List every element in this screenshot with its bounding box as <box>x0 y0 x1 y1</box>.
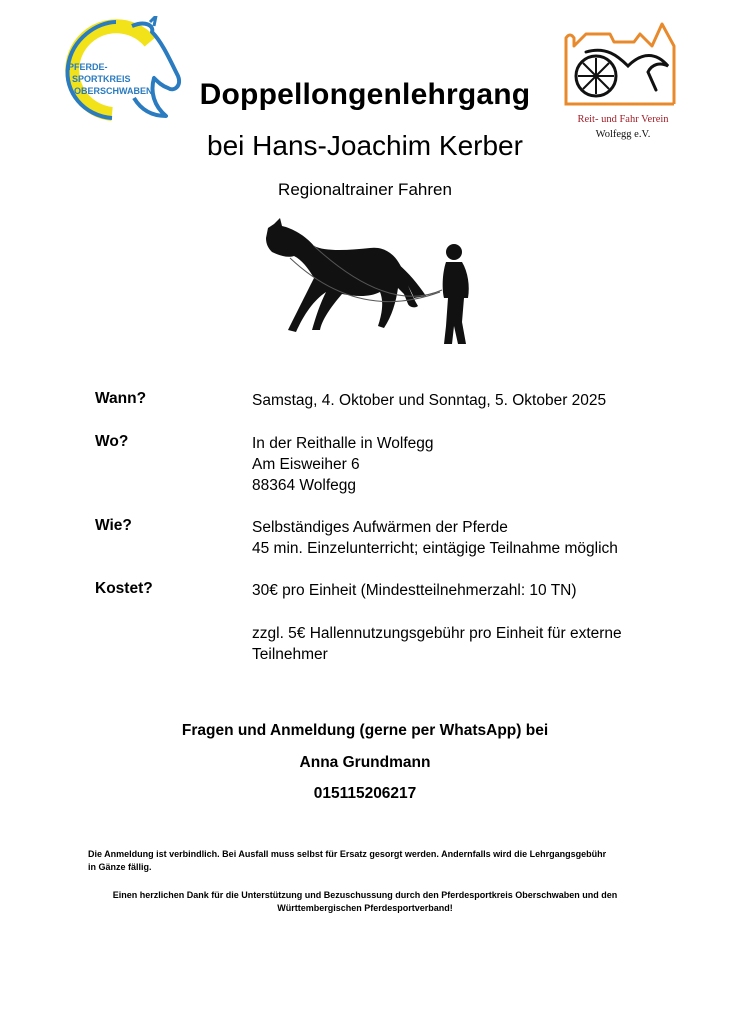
horse-longe-silhouette <box>258 216 478 350</box>
logo-right-line-1: Reit- und Fahr Verein <box>577 114 669 125</box>
value-wo <box>252 433 652 496</box>
registration-note-line-2: in Gänze fällig. <box>88 862 152 872</box>
logo-left-line-2: SPORTKREIS <box>72 74 131 84</box>
logo-left-line-3: OBERSCHWABEN <box>74 86 153 96</box>
label-wann: Wann? <box>95 390 147 407</box>
contact-phone: 015115206217 <box>313 785 417 802</box>
value-wann <box>252 390 652 411</box>
logo-left-line-1: PFERDE- <box>68 62 108 72</box>
value-wann-line: Samstag, 4. Oktober und Sonntag, 5. Oktober 2025 <box>252 392 607 409</box>
label-kostet: Kostet? <box>95 580 153 597</box>
value-kostet-line: 30€ pro Einheit (Mindestteilnehmerzahl: 10 TN) <box>252 582 577 599</box>
logo-right-line-2: Wolfegg e.V. <box>595 129 651 140</box>
thanks-note-line-2: Württembergischen Pferdesportverband! <box>277 903 453 913</box>
value-wo-line-1: In der Reithalle in Wolfegg <box>252 435 434 452</box>
label-wie: Wie? <box>95 517 132 534</box>
contact-heading: Fragen und Anmeldung (gerne per WhatsApp) bei <box>181 722 549 739</box>
value-wie <box>252 517 652 559</box>
thanks-note <box>60 889 670 915</box>
thanks-note-line-1: Einen herzlichen Dank für die Unterstützung und Bezuschussung durch den Pferdesportkreis Oberschwaben und den <box>112 890 618 900</box>
label-wo: Wo? <box>95 433 129 450</box>
value-extra-fee-line-1: zzgl. 5€ Hallennutzungsgebühr pro Einheit für externe <box>252 625 622 642</box>
value-wo-line-2: Am Eisweiher 6 <box>252 456 360 473</box>
value-wie-line-2: 45 min. Einzelunterricht; eintägige Teilnahme möglich <box>252 540 618 557</box>
value-kostet <box>252 580 652 601</box>
instructor-line: bei Hans-Joachim Kerber <box>207 130 523 161</box>
registration-note-line-1: Die Anmeldung ist verbindlich. Bei Ausfall muss selbst für Ersatz gesorgt werden. Andernfalls wird die Lehrgangsgebühr <box>88 849 607 859</box>
instructor-role: Regionaltrainer Fahren <box>278 180 452 199</box>
value-wie-line-1: Selbständiges Aufwärmen der Pferde <box>252 519 508 536</box>
contact-name: Anna Grundmann <box>299 754 431 771</box>
page-title: Doppellongenlehrgang <box>199 78 531 111</box>
value-extra-fee <box>252 623 652 665</box>
value-wo-line-3: 88364 Wolfegg <box>252 477 356 494</box>
registration-note <box>88 848 648 874</box>
value-extra-fee-line-2: Teilnehmer <box>252 646 328 663</box>
